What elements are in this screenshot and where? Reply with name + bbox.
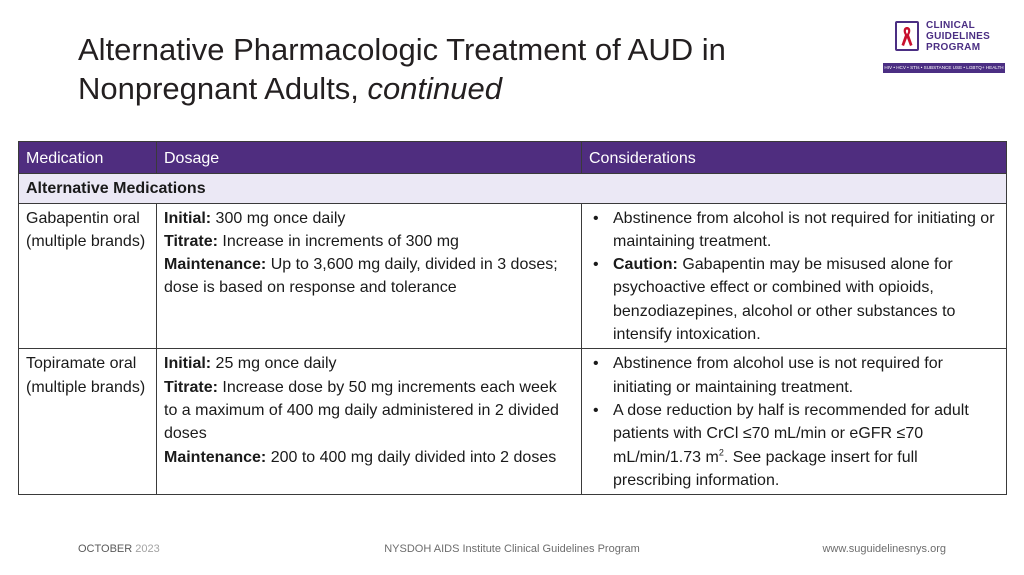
dosage-line — [164, 207, 574, 230]
dosage-label: Initial: — [164, 209, 212, 227]
dosage-cell — [157, 349, 582, 495]
considerations-cell — [582, 349, 1007, 495]
consideration-text: A dose reduction by half is recommended for adult patients with CrCl ≤70 mL/min or eGFR ≤70 mL/min/1.73 m — [613, 401, 969, 466]
medication-cell: Gabapentin oral (multiple brands) — [19, 203, 157, 349]
title-main: Alternative Pharmacologic Treatment of AUD in Nonpregnant Adults, — [78, 32, 726, 106]
medication-table — [18, 141, 1007, 495]
dosage-text: Up to 3,600 mg daily, divided in 3 doses; dose is based on response and tolerance — [164, 256, 558, 297]
table-row — [19, 203, 1007, 349]
superscript-2: 2 — [718, 447, 724, 458]
dosage-label: Maintenance: — [164, 448, 267, 466]
section-label: Alternative Medications — [19, 174, 1007, 203]
dosage-line — [164, 376, 574, 446]
list-item — [589, 352, 999, 399]
dosage-line — [164, 230, 574, 253]
header-dosage: Dosage — [157, 142, 582, 174]
dosage-text: 300 mg once daily — [211, 209, 346, 227]
dosage-cell — [157, 203, 582, 349]
red-ribbon-icon — [900, 25, 914, 47]
bullet-icon: • — [593, 209, 599, 227]
considerations-cell — [582, 203, 1007, 349]
dosage-text: 200 to 400 mg daily divided into 2 doses — [266, 448, 557, 466]
bullet-icon: • — [593, 401, 599, 419]
logo-tagline: HIV • HCV • STIs • SUBSTANCE USE • LGBTQ+ HEALTH — [883, 63, 1005, 73]
dosage-label: Titrate: — [164, 378, 218, 396]
consideration-text: Abstinence from alcohol is not required for initiating or maintaining treatment. — [613, 209, 995, 250]
logo-word-program: PROGRAM — [926, 42, 981, 53]
bullet-icon: • — [593, 256, 599, 274]
footer-program: NYSDOH AIDS Institute Clinical Guidelines Program — [384, 543, 640, 555]
logo-word-clinical: CLINICAL — [926, 20, 976, 31]
considerations-list — [589, 207, 999, 347]
bullet-icon: • — [593, 355, 599, 373]
list-item — [589, 399, 999, 492]
list-item — [589, 207, 999, 254]
table-header-row — [19, 142, 1007, 174]
table-row — [19, 349, 1007, 495]
considerations-list — [589, 352, 999, 492]
logo-box — [895, 21, 919, 51]
footer-year: 2023 — [135, 543, 160, 555]
dosage-text: 25 mg once daily — [211, 355, 337, 373]
consideration-text: Abstinence from alcohol use is not required for initiating or maintaining treatment. — [613, 355, 943, 396]
header-medication: Medication — [19, 142, 157, 174]
dosage-line — [164, 352, 574, 375]
dosage-label: Titrate: — [164, 232, 218, 250]
list-item — [589, 253, 999, 346]
consideration-text-after: . See package insert for full prescribing information. — [613, 448, 918, 489]
dosage-text: Increase dose by 50 mg increments each week to a maximum of 400 mg daily administered in 2 divided doses — [164, 378, 559, 443]
dosage-label: Initial: — [164, 355, 212, 373]
footer-month: OCTOBER — [78, 543, 133, 555]
dosage-label: Maintenance: — [164, 256, 267, 274]
header-considerations: Considerations — [582, 142, 1007, 174]
dosage-text: Increase in increments of 300 mg — [217, 232, 459, 250]
clinical-guidelines-logo — [880, 18, 1008, 76]
footer-website-link[interactable]: www.suguidelinesnys.org — [822, 543, 946, 555]
title-italic: continued — [367, 71, 502, 106]
consideration-label: Caution: — [613, 256, 678, 274]
section-row — [19, 174, 1007, 203]
logo-word-guidelines: GUIDELINES — [926, 31, 991, 42]
dosage-line — [164, 446, 574, 469]
dosage-line — [164, 253, 574, 300]
medication-cell: Topiramate oral (multiple brands) — [19, 349, 157, 495]
slide-title — [78, 30, 858, 108]
consideration-text: Gabapentin may be misused alone for psychoactive effect or combined with opioids, benzodiazepines, alcohol or other substances to intensify intoxication. — [613, 256, 956, 344]
